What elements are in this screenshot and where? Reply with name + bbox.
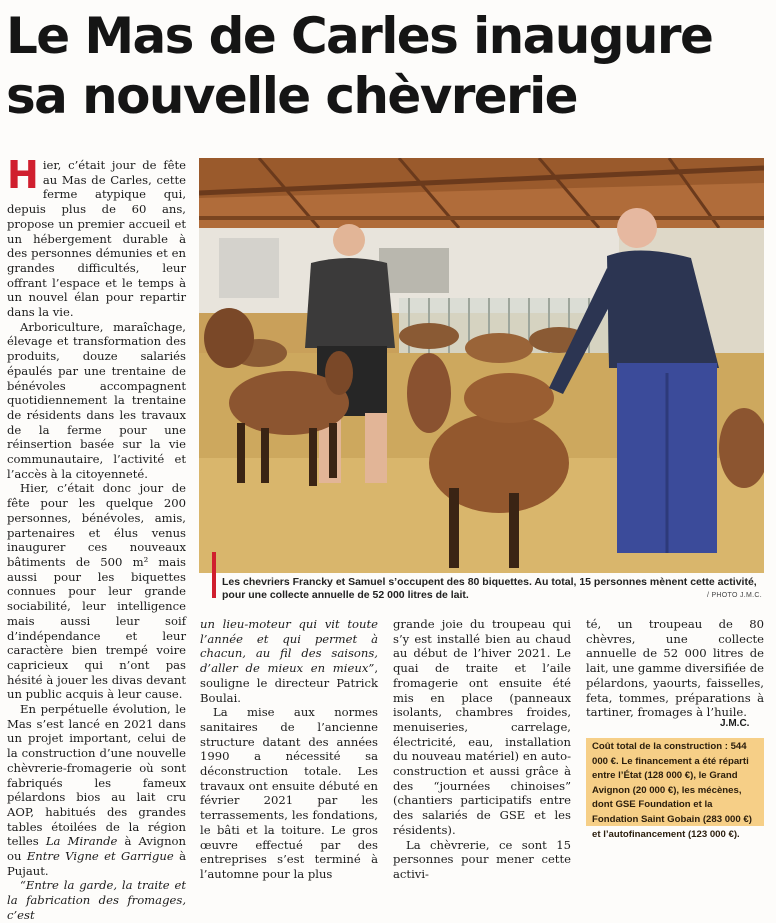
- paragraph: En perpétuelle évolution, le Mas s’est lancé en 2021 dans un projet important, celui de la construction d’une nouvelle chèvrerie-fromagerie où sont fabriqués les fameux pélardons bios au lait cru AOP, habitués des grandes tables étoilées de la région telles La Mirande à Avignon ou Entre Vigne et Garrigue à Pujaut.: [7, 702, 186, 878]
- paragraph: Arboriculture, maraîchage, élevage et transformation des produits, douze salariés épaulés par une trentaine de bénévoles accompagnent quotidiennement la trentaine de résidents dans les travaux de la ferme pour une réinsertion basée sur la vie communautaire, l’activité et l’accès à la citoyenneté.: [7, 319, 186, 481]
- headline-line-2: sa nouvelle chèvrerie: [6, 67, 577, 125]
- goat-barn-photo: [199, 158, 764, 573]
- article-column-3: [393, 617, 571, 882]
- headline: [6, 6, 766, 126]
- paragraph: té, un troupeau de 80 chèvres, une collecte annuelle de 52 000 litres de lait, une gamme diversifiée de pélardons, yaourts, faisselles, feta, tommes, préparations à tartiner, fromages à l’huile.: [586, 617, 764, 720]
- paragraph: La chèvrerie, ce sont 15 personnes pour mener cette activi-: [393, 837, 571, 881]
- paragraph: grande joie du troupeau qui s’y est installé bien au chaud au début de l’hiver 2021. Le quai de traite et l’aile fromagerie ont ensuite été mis en place (panneaux isolants, chambres froides, menuiseries, carrelage, électricité, eau, installation du nouveau matériel) en auto-construction et aussi grâce à des “journées chinoises” (chantiers participatifs entre des salariés de GSE et les résidents).: [393, 617, 571, 837]
- photo-caption: Les chevriers Francky et Samuel s’occupent des 80 biquettes. Au total, 15 personnes mènent cette activité, pour une collecte annuelle de 52 000 litres de lait.: [222, 576, 757, 601]
- drop-cap: H: [7, 153, 39, 197]
- headline-line-1: Le Mas de Carles inaugure: [6, 7, 713, 65]
- article-photo: [199, 158, 764, 573]
- paragraph: La mise aux normes sanitaires de l’ancienne structure datant des années 1990 a nécessité sa déconstruction totale. Les travaux ont ensuite débuté en février 2021 par les terrassements, les fondations, le bâti et la toiture. Le gros œuvre effectué par des entreprises s’est terminé à l’automne pour la plus: [200, 705, 378, 881]
- author-signature: J.M.C.: [720, 718, 750, 729]
- financing-infobox: Coût total de la construction : 544 000 €. Le financement a été réparti entre l’État (128 000 €), le Grand Avignon (20 000 €), les mécènes, dont GSE Foundation et la Fondation Saint Gobain (283 000 €) et l’autofinancement (123 000 €).: [586, 738, 764, 826]
- paragraph: Hier, c’était jour de fête au Mas de Carles, cette ferme atypique qui, depuis plus de 60 ans, propose un premier accueil et un hébergement durable à des personnes démunies et en grandes difficultés, leur offrant l’espace et le temps à un nouvel élan pour repartir dans la vie.: [7, 153, 186, 320]
- article-column-4: [586, 617, 764, 720]
- article-column-2: [200, 617, 378, 882]
- article-column-1: [7, 153, 186, 923]
- paragraph: Hier, c’était donc jour de fête pour les quelque 200 personnes, bénévoles, amis, partenaires et élus venus inaugurer ces nouveaux bâtiments de 500 m² mais aussi pour les biquettes connues pour leur grande sociabilité, leur intelligence mais aussi leur soif d’indépendance et leur caractère bien trempé voire capricieux qui n’ont pas hésité à jouer les divas devant un public acquis à leur cause.: [7, 481, 186, 702]
- paragraph: un lieu-moteur qui vit toute l’année et qui permet à chacun, au fil des saisons, d’aller de mieux en mieux”, souligne le directeur Patrick Boulai.: [200, 617, 378, 705]
- paragraph: “Entre la garde, la traite et la fabrication des fromages, c’est: [7, 878, 186, 922]
- photo-credit: / PHOTO J.M.C.: [706, 592, 762, 599]
- caption-accent-bar: [212, 552, 216, 598]
